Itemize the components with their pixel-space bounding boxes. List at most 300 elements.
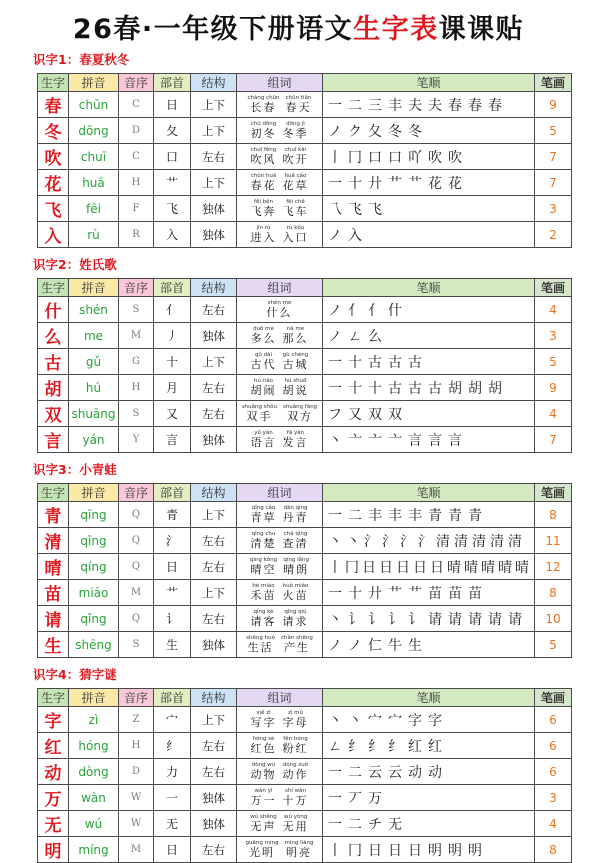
initial-cell: M <box>119 323 154 349</box>
words-cell <box>237 170 323 196</box>
words-group <box>237 736 322 755</box>
stroke-step: 双 <box>368 406 382 423</box>
radical-cell: 口 <box>154 144 191 170</box>
words-group <box>237 199 322 218</box>
stroke-step: フ <box>328 406 342 423</box>
stroke-step: 亠 <box>368 432 382 449</box>
table-row <box>38 837 572 863</box>
word-item <box>251 583 277 602</box>
radical-cell: 青 <box>154 502 191 528</box>
initial-cell: Z <box>119 707 154 733</box>
word-text: 无声 <box>250 820 277 833</box>
words-cell <box>237 554 323 580</box>
stroke-step: 胡 <box>468 380 482 397</box>
stroke-step: 青 <box>428 507 442 524</box>
header-initial: 音序 <box>119 279 154 297</box>
initial-cell: D <box>119 118 154 144</box>
header-words: 组词 <box>237 484 323 502</box>
stroke-step: 日 <box>379 559 393 576</box>
stroke-count-cell: 5 <box>535 632 572 658</box>
word-text: 字母 <box>282 716 309 729</box>
word-text: 无用 <box>282 820 309 833</box>
stroke-step: 夫 <box>428 97 442 114</box>
stroke-step: 胡 <box>448 380 462 397</box>
header-structure: 结构 <box>191 484 237 502</box>
stroke-step: ノ <box>328 302 342 319</box>
stroke-step: 古 <box>388 354 402 371</box>
stroke-count-cell: 7 <box>535 427 572 453</box>
word-pinyin: dān qīng <box>283 505 308 511</box>
word-item <box>283 583 309 602</box>
stroke-sequence <box>323 710 534 730</box>
stroke-sequence <box>323 300 534 320</box>
stroke-step: 夂 <box>368 123 382 140</box>
word-pinyin: dōng jì <box>286 121 305 127</box>
stroke-count-cell: 8 <box>535 502 572 528</box>
words-group <box>237 352 322 371</box>
stroke-step: 晴 <box>498 559 512 576</box>
header-stroke-order: 笔顺 <box>323 484 535 502</box>
stroke-step: 艹 <box>388 175 402 192</box>
word-pinyin: chūn huā <box>250 173 277 179</box>
stroke-step: 三 <box>368 97 382 114</box>
word-text: 胡闹 <box>250 384 277 397</box>
radical-cell: 丿 <box>154 323 191 349</box>
character-cell: 动 <box>38 759 69 785</box>
initial-cell: H <box>119 733 154 759</box>
stroke-sequence <box>323 609 534 629</box>
word-pinyin: qīng cǎo <box>251 505 276 511</box>
word-item <box>283 609 309 628</box>
stroke-step: 古 <box>408 380 422 397</box>
words-group <box>237 326 322 345</box>
word-text: 动作 <box>282 768 309 781</box>
word-item <box>283 788 309 807</box>
stroke-step: 日 <box>413 559 427 576</box>
stroke-step: 苗 <box>448 585 462 602</box>
stroke-step: 晴 <box>515 559 529 576</box>
stroke-step: ㄥ <box>348 328 362 345</box>
word-text: 发言 <box>282 436 309 449</box>
stroke-step: 明 <box>448 842 462 859</box>
words-cell <box>237 323 323 349</box>
word-pinyin: hú shuō <box>284 378 307 384</box>
stroke-sequence <box>323 814 534 834</box>
header-structure: 结构 <box>191 74 237 92</box>
stroke-step: 牛 <box>388 637 402 654</box>
word-pinyin: qǐng qiú <box>284 609 307 615</box>
stroke-step: 日 <box>430 559 444 576</box>
word-item <box>251 430 277 449</box>
initial-cell: M <box>119 580 154 606</box>
table-row <box>38 632 572 658</box>
stroke-step: 古 <box>388 380 402 397</box>
initial-cell: S <box>119 297 154 323</box>
word-item <box>283 225 309 244</box>
stroke-count-cell: 8 <box>535 837 572 863</box>
stroke-count-cell: 9 <box>535 92 572 118</box>
word-text: 春天 <box>285 101 312 114</box>
pinyin-cell: shén <box>69 297 119 323</box>
stroke-count-cell: 8 <box>535 580 572 606</box>
stroke-step: 氵 <box>418 533 432 550</box>
word-text: 晴空 <box>250 563 277 576</box>
stroke-step: 亠 <box>388 432 402 449</box>
stroke-count-cell: 7 <box>535 170 572 196</box>
stroke-count-cell: 6 <box>535 759 572 785</box>
words-group <box>237 531 322 550</box>
stroke-step: 宀 <box>368 712 382 729</box>
word-text: 光明 <box>248 846 275 859</box>
pinyin-cell: míng <box>69 837 119 863</box>
stroke-step: 万 <box>368 790 382 807</box>
stroke-step: 请 <box>428 611 442 628</box>
table-row <box>38 401 572 427</box>
stroke-step: 丰 <box>388 507 402 524</box>
word-pinyin: nà me <box>286 326 305 332</box>
word-text: 花草 <box>282 179 309 192</box>
header-initial: 音序 <box>119 74 154 92</box>
structure-cell: 左右 <box>191 733 237 759</box>
words-cell <box>237 606 323 632</box>
words-cell <box>237 632 323 658</box>
stroke-sequence <box>323 430 534 450</box>
stroke-step: 春 <box>448 97 462 114</box>
stroke-step: 双 <box>388 406 402 423</box>
header-words: 组词 <box>237 689 323 707</box>
structure-cell: 左右 <box>191 554 237 580</box>
word-pinyin: fěn hóng <box>283 736 308 742</box>
word-item <box>281 635 313 654</box>
radical-cell: 又 <box>154 401 191 427</box>
words-group <box>237 505 322 524</box>
structure-cell: 独体 <box>191 632 237 658</box>
table-header-row <box>38 74 572 92</box>
words-cell <box>237 580 323 606</box>
character-cell: 无 <box>38 811 69 837</box>
header-stroke-count: 笔画 <box>535 689 572 707</box>
initial-cell: S <box>119 632 154 658</box>
radical-cell: 亻 <box>154 297 191 323</box>
pinyin-cell: gǔ <box>69 349 119 375</box>
word-text: 清楚 <box>250 537 277 550</box>
stroke-step: 古 <box>368 354 382 371</box>
stroke-count-cell: 11 <box>535 528 572 554</box>
word-pinyin: shēng huó <box>246 635 275 641</box>
stroke-step: 字 <box>408 712 422 729</box>
stroke-step: 吹 <box>448 149 462 166</box>
stroke-step: 纟 <box>388 738 402 755</box>
stroke-order-cell <box>323 528 535 554</box>
word-text: 冬季 <box>282 127 309 140</box>
word-item <box>251 788 277 807</box>
words-group <box>237 788 322 807</box>
stroke-step: 苗 <box>468 585 482 602</box>
stroke-step: 二 <box>348 816 362 833</box>
initial-cell: R <box>119 222 154 248</box>
word-text: 请求 <box>282 615 309 628</box>
stroke-step: 讠 <box>348 611 362 628</box>
table-row <box>38 196 572 222</box>
word-text: 入口 <box>282 231 309 244</box>
stroke-step: 一 <box>328 764 342 781</box>
stroke-step: 清 <box>508 533 522 550</box>
structure-cell: 上下 <box>191 170 237 196</box>
word-item <box>283 736 309 755</box>
pinyin-cell: qíng <box>69 554 119 580</box>
word-item <box>251 121 277 140</box>
stroke-step: 动 <box>428 764 442 781</box>
words-group <box>237 147 322 166</box>
structure-cell: 上下 <box>191 580 237 606</box>
header-initial: 音序 <box>119 689 154 707</box>
header-stroke-order: 笔顺 <box>323 689 535 707</box>
word-item <box>267 300 293 319</box>
header-pinyin: 拼音 <box>69 689 119 707</box>
stroke-sequence <box>323 378 534 398</box>
word-text: 长春 <box>250 101 277 114</box>
initial-cell: H <box>119 170 154 196</box>
radical-cell: 月 <box>154 375 191 401</box>
stroke-step: ノ <box>328 227 342 244</box>
pinyin-cell: hú <box>69 375 119 401</box>
word-item <box>251 352 277 371</box>
character-cell: 花 <box>38 170 69 196</box>
stroke-step: 清 <box>454 533 468 550</box>
word-text: 吹开 <box>282 153 309 166</box>
structure-cell: 左右 <box>191 401 237 427</box>
stroke-order-cell <box>323 707 535 733</box>
section-heading: 识字1：春夏秋冬 <box>33 52 130 67</box>
stroke-step: 丨 <box>328 842 342 859</box>
stroke-step: 丶 <box>328 533 342 550</box>
stroke-order-cell <box>323 323 535 349</box>
word-item <box>250 814 276 833</box>
stroke-step: 清 <box>490 533 504 550</box>
stroke-count-cell: 4 <box>535 297 572 323</box>
word-pinyin: zì mǔ <box>287 710 303 716</box>
stroke-step: 古 <box>428 380 442 397</box>
initial-cell: W <box>119 811 154 837</box>
pinyin-cell: fēi <box>69 196 119 222</box>
structure-cell: 左右 <box>191 528 237 554</box>
word-item <box>251 710 277 729</box>
stroke-step: 廾 <box>368 585 382 602</box>
stroke-step: 一 <box>328 790 342 807</box>
word-text: 禾苗 <box>250 589 277 602</box>
word-pinyin: qíng kōng <box>249 557 278 563</box>
lesson-section <box>0 664 597 863</box>
stroke-step: 仁 <box>368 637 382 654</box>
word-text: 进入 <box>250 231 277 244</box>
stroke-step: 冂 <box>348 842 362 859</box>
stroke-count-cell: 2 <box>535 222 572 248</box>
stroke-count-cell: 10 <box>535 606 572 632</box>
stroke-order-cell <box>323 837 535 863</box>
word-pinyin: qíng lǎng <box>283 557 309 563</box>
word-pinyin: hú nào <box>254 378 273 384</box>
radical-cell: 入 <box>154 222 191 248</box>
stroke-step: 清 <box>472 533 486 550</box>
stroke-step: 二 <box>348 764 362 781</box>
stroke-step: 讠 <box>368 611 382 628</box>
word-item <box>251 609 277 628</box>
pinyin-cell: wú <box>69 811 119 837</box>
pinyin-cell: hóng <box>69 733 119 759</box>
word-text: 那么 <box>282 332 309 345</box>
structure-cell: 独体 <box>191 785 237 811</box>
word-item <box>247 95 279 114</box>
words-group <box>237 404 322 423</box>
word-pinyin: qīng chu <box>251 531 276 537</box>
radical-cell: 日 <box>154 92 191 118</box>
words-cell <box>237 759 323 785</box>
stroke-sequence <box>323 326 534 346</box>
header-character: 生字 <box>38 279 69 297</box>
stroke-step: 春 <box>468 97 482 114</box>
stroke-step: 日 <box>396 559 410 576</box>
structure-cell: 独体 <box>191 427 237 453</box>
character-cell: 明 <box>38 837 69 863</box>
table-row <box>38 222 572 248</box>
initial-cell: C <box>119 92 154 118</box>
initial-cell: S <box>119 401 154 427</box>
character-cell: 古 <box>38 349 69 375</box>
radical-cell: 艹 <box>154 170 191 196</box>
word-item <box>283 121 309 140</box>
lesson-section <box>0 49 597 248</box>
word-text: 写字 <box>250 716 277 729</box>
words-cell <box>237 707 323 733</box>
initial-cell: Q <box>119 554 154 580</box>
pinyin-cell: dòng <box>69 759 119 785</box>
stroke-count-cell: 5 <box>535 349 572 375</box>
pinyin-cell: me <box>69 323 119 349</box>
word-pinyin: wú shēng <box>250 814 277 820</box>
stroke-count-cell: 12 <box>535 554 572 580</box>
stroke-step: 口 <box>368 149 382 166</box>
word-text: 古城 <box>282 358 309 371</box>
stroke-step: 日 <box>362 559 376 576</box>
stroke-step: 一 <box>328 354 342 371</box>
words-group <box>237 225 322 244</box>
character-cell: 飞 <box>38 196 69 222</box>
stroke-step: 无 <box>388 816 402 833</box>
word-text: 请客 <box>250 615 277 628</box>
table-row <box>38 349 572 375</box>
stroke-count-cell: 9 <box>535 375 572 401</box>
radical-cell: 言 <box>154 427 191 453</box>
word-item <box>251 225 277 244</box>
word-text: 古代 <box>250 358 277 371</box>
stroke-sequence <box>323 199 534 219</box>
word-pinyin: chū dōng <box>250 121 277 127</box>
word-pinyin: chǎn shēng <box>280 635 313 641</box>
stroke-step: ノ <box>348 637 362 654</box>
stroke-order-cell <box>323 349 535 375</box>
stroke-step: 冬 <box>408 123 422 140</box>
stroke-step: 什 <box>388 302 402 319</box>
word-pinyin: fēi chē <box>286 199 305 205</box>
word-pinyin: chūn tiān <box>285 95 312 101</box>
word-text: 初冬 <box>250 127 277 140</box>
pinyin-cell: yán <box>69 427 119 453</box>
stroke-step: 冂 <box>348 149 362 166</box>
character-cell: 么 <box>38 323 69 349</box>
word-pinyin: shén me <box>267 300 292 306</box>
word-item <box>246 635 275 654</box>
stroke-step: 纟 <box>368 738 382 755</box>
word-pinyin: xiě zì <box>256 710 271 716</box>
character-cell: 冬 <box>38 118 69 144</box>
stroke-step: 丰 <box>408 507 422 524</box>
stroke-step: 十 <box>348 585 362 602</box>
pinyin-cell: dōng <box>69 118 119 144</box>
radical-cell: 艹 <box>154 580 191 606</box>
stroke-step: ク <box>348 123 362 140</box>
stroke-step: 一 <box>328 585 342 602</box>
initial-cell: Q <box>119 606 154 632</box>
lesson-section <box>0 459 597 658</box>
pinyin-cell: qǐng <box>69 606 119 632</box>
radical-cell: 无 <box>154 811 191 837</box>
stroke-step: 春 <box>488 97 502 114</box>
header-radical: 部首 <box>154 74 191 92</box>
character-cell: 什 <box>38 297 69 323</box>
word-pinyin: rù kǒu <box>286 225 305 231</box>
stroke-order-cell <box>323 811 535 837</box>
initial-cell: C <box>119 144 154 170</box>
word-item <box>283 147 309 166</box>
pinyin-cell: wàn <box>69 785 119 811</box>
words-cell <box>237 349 323 375</box>
structure-cell: 上下 <box>191 349 237 375</box>
stroke-step: 丶 <box>328 432 342 449</box>
word-pinyin: hóng sè <box>252 736 275 742</box>
stroke-step: 二 <box>348 97 362 114</box>
words-cell <box>237 427 323 453</box>
stroke-order-cell <box>323 118 535 144</box>
character-table <box>37 483 572 658</box>
initial-cell: F <box>119 196 154 222</box>
character-cell: 入 <box>38 222 69 248</box>
stroke-order-cell <box>323 92 535 118</box>
stroke-step: 入 <box>348 227 362 244</box>
stroke-step: 亠 <box>348 432 362 449</box>
stroke-step: 一 <box>328 97 342 114</box>
word-text: 产生 <box>283 641 310 654</box>
radical-cell: 日 <box>154 554 191 580</box>
table-row <box>38 297 572 323</box>
words-group <box>237 173 322 192</box>
stroke-step: 丰 <box>388 97 402 114</box>
initial-cell: Q <box>119 502 154 528</box>
stroke-step: 青 <box>448 507 462 524</box>
words-cell <box>237 375 323 401</box>
stroke-step: 讠 <box>408 611 422 628</box>
table-row <box>38 733 572 759</box>
stroke-step: 乁 <box>328 201 342 218</box>
table-row <box>38 375 572 401</box>
word-text: 动物 <box>250 768 277 781</box>
title-highlight: 生字表 <box>353 14 439 45</box>
word-pinyin: wàn yī <box>254 788 273 794</box>
header-stroke-order: 笔顺 <box>323 279 535 297</box>
word-text: 春花 <box>250 179 277 192</box>
words-cell <box>237 401 323 427</box>
stroke-step: 丶 <box>328 712 342 729</box>
structure-cell: 上下 <box>191 118 237 144</box>
